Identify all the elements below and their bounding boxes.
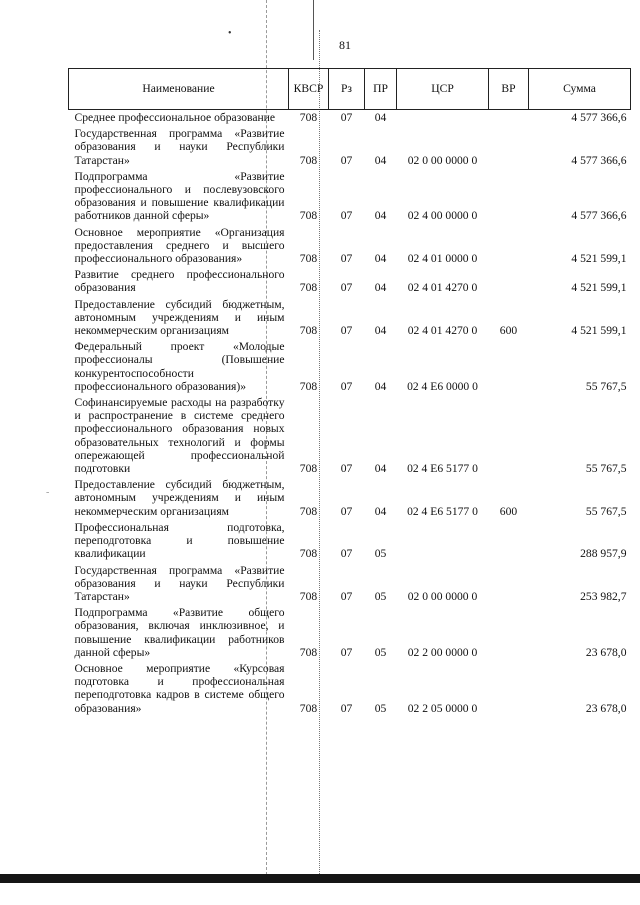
table-row [69, 605, 631, 661]
row-pr: 04 [374, 504, 387, 518]
row-name: Предоставление субсидий бюджетным, автономным учреждениям и иным некоммерческим организациям [74, 297, 285, 338]
row-pr: 04 [374, 462, 387, 476]
table-row [69, 520, 631, 563]
row-pr: 04 [374, 379, 387, 393]
row-sum: 4 577 366,6 [571, 111, 627, 124]
row-rz: 07 [340, 547, 353, 561]
row-sum: 253 982,7 [580, 589, 627, 603]
row-pr: 04 [374, 252, 387, 266]
header-sum: Сумма [529, 69, 631, 110]
row-sum: 55 767,5 [585, 462, 627, 476]
row-sum: 4 577 366,6 [571, 209, 627, 223]
row-csr: 02 2 00 0000 0 [407, 645, 478, 659]
row-sum: 55 767,5 [585, 504, 627, 518]
row-vr [489, 339, 529, 395]
row-pr: 05 [374, 589, 387, 603]
header-csr: ЦСР [397, 69, 489, 110]
row-rz: 07 [340, 379, 353, 393]
row-vr [489, 661, 529, 717]
row-rz: 07 [340, 153, 353, 167]
row-pr: 04 [374, 324, 387, 338]
row-name: Профессиональная подготовка, переподготовка и повышение квалификации [74, 520, 285, 561]
row-name: Государственная программа «Развитие образования и науки Республики Татарстан» [74, 563, 285, 603]
row-kvsr: 708 [299, 281, 318, 295]
row-name: Подпрограмма «Развитие профессионального и послевузовского образования и повышение квалификации работников данной сферы» [74, 169, 285, 223]
table-row [69, 477, 631, 520]
table-row [69, 339, 631, 395]
row-kvsr: 708 [299, 252, 318, 266]
scan-fold-line [313, 0, 314, 60]
row-kvsr: 708 [299, 153, 318, 167]
row-sum: 288 957,9 [580, 547, 627, 561]
row-vr [489, 267, 529, 296]
row-rz: 07 [340, 701, 353, 715]
row-kvsr: 708 [299, 209, 318, 223]
row-name: Среднее профессиональное образование [74, 111, 276, 124]
table-row [69, 110, 631, 127]
row-kvsr: 708 [299, 379, 318, 393]
row-vr: 600 [499, 324, 518, 338]
row-pr: 04 [374, 281, 387, 295]
row-rz: 07 [340, 645, 353, 659]
row-vr [489, 126, 529, 169]
row-name: Предоставление субсидий бюджетным, автономным учреждениям и иным некоммерческим организациям [74, 478, 285, 518]
row-vr [489, 110, 529, 127]
row-sum: 23 678,0 [585, 701, 627, 715]
row-rz: 07 [340, 252, 353, 266]
row-csr: 02 0 00 0000 0 [407, 589, 478, 603]
row-sum: 55 767,5 [585, 379, 627, 393]
row-csr: 02 4 01 4270 0 [407, 281, 478, 295]
row-kvsr: 708 [299, 589, 318, 603]
row-name: Основное мероприятие «Курсовая подготовка и профессиональная переподготовка кадров в системе общего образования» [74, 661, 285, 715]
row-sum: 4 521 599,1 [571, 252, 627, 266]
row-kvsr: 708 [299, 547, 318, 561]
row-name: Софинансируемые расходы на разработку и распространение в системе среднего профессионального образования новых образовательных технологий и формы опережающей профессиональной подготовки [74, 396, 285, 476]
table-row [69, 297, 631, 340]
row-kvsr: 708 [299, 645, 318, 659]
row-rz: 07 [340, 324, 353, 338]
row-rz: 07 [340, 462, 353, 476]
row-vr: 600 [499, 504, 518, 518]
row-csr: 02 4 Е6 5177 0 [407, 462, 478, 476]
scan-speck: • [228, 28, 232, 39]
table-row [69, 126, 631, 169]
row-csr: 02 4 00 0000 0 [407, 209, 478, 223]
table-row [69, 661, 631, 717]
scan-speck: - [46, 487, 50, 498]
row-sum: 23 678,0 [585, 645, 627, 659]
row-vr [489, 169, 529, 225]
row-sum: 4 521 599,1 [571, 324, 627, 338]
row-vr [489, 563, 529, 606]
budget-table [68, 68, 631, 717]
table-row [69, 563, 631, 606]
table-row [69, 267, 631, 296]
header-pr: ПР [365, 69, 397, 110]
row-pr: 05 [374, 547, 387, 561]
header-name: Наименование [69, 69, 289, 110]
row-kvsr: 708 [299, 701, 318, 715]
table-header-row [69, 69, 631, 110]
row-csr [397, 520, 489, 563]
row-csr: 02 4 01 0000 0 [407, 252, 478, 266]
row-pr: 04 [374, 209, 387, 223]
row-csr [397, 110, 489, 127]
row-csr: 02 2 05 0000 0 [407, 701, 478, 715]
row-vr [489, 395, 529, 477]
table-row [69, 395, 631, 477]
header-rz: Рз [329, 69, 365, 110]
row-kvsr: 708 [299, 504, 318, 518]
row-kvsr: 708 [299, 462, 318, 476]
row-pr: 05 [374, 645, 387, 659]
row-name: Основное мероприятие «Организация предоставления среднего и высшего профессионального образования» [74, 225, 285, 266]
table-row [69, 169, 631, 225]
row-sum: 4 577 366,6 [571, 153, 627, 167]
row-vr [489, 225, 529, 268]
header-kvsr: КВСР [289, 69, 329, 110]
row-vr [489, 605, 529, 661]
table-row [69, 225, 631, 268]
row-pr: 05 [374, 701, 387, 715]
row-rz: 07 [340, 281, 353, 295]
row-rz: 07 [340, 589, 353, 603]
row-rz: 07 [340, 504, 353, 518]
row-csr: 02 0 00 0000 0 [407, 153, 478, 167]
row-name: Развитие среднего профессионального образования [74, 268, 285, 295]
header-vr: ВР [489, 69, 529, 110]
row-name: Государственная программа «Развитие образования и науки Республики Татарстан» [74, 127, 285, 167]
scan-bottom-edge [0, 874, 640, 883]
row-pr: 04 [374, 111, 387, 124]
row-csr: 02 4 Е6 5177 0 [407, 504, 478, 518]
row-csr: 02 4 Е6 0000 0 [407, 379, 478, 393]
row-name: Подпрограмма «Развитие общего образования, включая инклюзивное, и повышение квалификации работников данной сферы» [74, 606, 285, 659]
row-kvsr: 708 [299, 324, 318, 338]
row-name: Федеральный проект «Молодые профессионалы (Повышение конкурентоспособности профессионального образования)» [74, 340, 285, 393]
row-rz: 07 [340, 111, 353, 124]
row-pr: 04 [374, 153, 387, 167]
row-rz: 07 [340, 209, 353, 223]
row-sum: 4 521 599,1 [571, 281, 627, 295]
row-vr [489, 520, 529, 563]
row-csr: 02 4 01 4270 0 [407, 324, 478, 338]
table-body [69, 110, 631, 717]
page-number: 81 [339, 38, 351, 52]
row-kvsr: 708 [299, 111, 318, 124]
